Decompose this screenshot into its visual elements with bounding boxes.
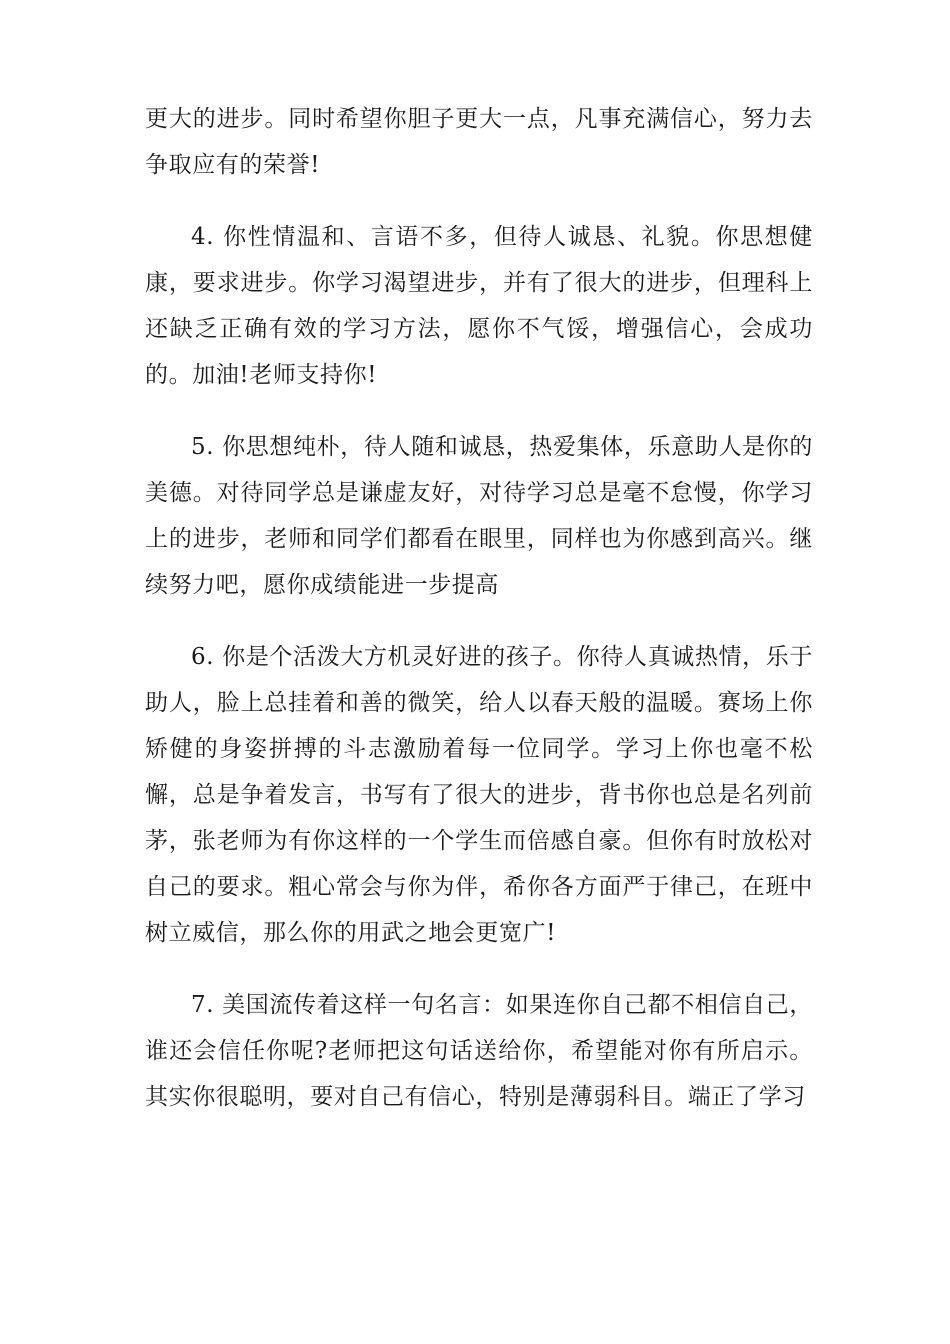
paragraph-comment-5: 5. 你思想纯朴，待人随和诚恳，热爱集体，乐意助人是你的美德。对待同学总是谦虚友好，对待学习总是毫不怠慢，你学习上的进步，老师和同学们都看在眼里，同样也为你感到高兴。继续努力吧，愿你成绩能进一步提高: [145, 434, 813, 598]
paragraph-comment-6: 6. 你是个活泼大方机灵好进的孩子。你待人真诚热情，乐于助人，脸上总挂着和善的微笑，给人以春天般的温暖。赛场上你矫健的身姿拼搏的斗志激励着每一位同学。学习上你也毫不松懈，总是争着发言，书写有了很大的进步，背书你也总是名列前茅，张老师为有你这样的一个学生而倍感自豪。但你有时放松对自己的要求。粗心常会与你为伴，希你各方面严于律己，在班中树立威信，那么你的用武之地会更宽广!: [145, 644, 813, 946]
paragraph-comment-7: 7. 美国流传着这样一句名言：如果连你自己都不相信自己，谁还会信任你呢?老师把这句话送给你，希望能对你有所启示。其实你很聪明，要对自己有信心，特别是薄弱科目。端正了学习: [145, 992, 813, 1110]
paragraph-continuation: 更大的进步。同时希望你胆子更大一点，凡事充满信心，努力去争取应有的荣誉!: [145, 106, 813, 178]
document-page: [145, 96, 813, 1146]
paragraph-comment-4: 4. 你性情温和、言语不多，但待人诚恳、礼貌。你思想健康，要求进步。你学习渴望进步，并有了很大的进步，但理科上还缺乏正确有效的学习方法，愿你不气馁，增强信心，会成功的。加油!老师支持你!: [145, 224, 813, 388]
